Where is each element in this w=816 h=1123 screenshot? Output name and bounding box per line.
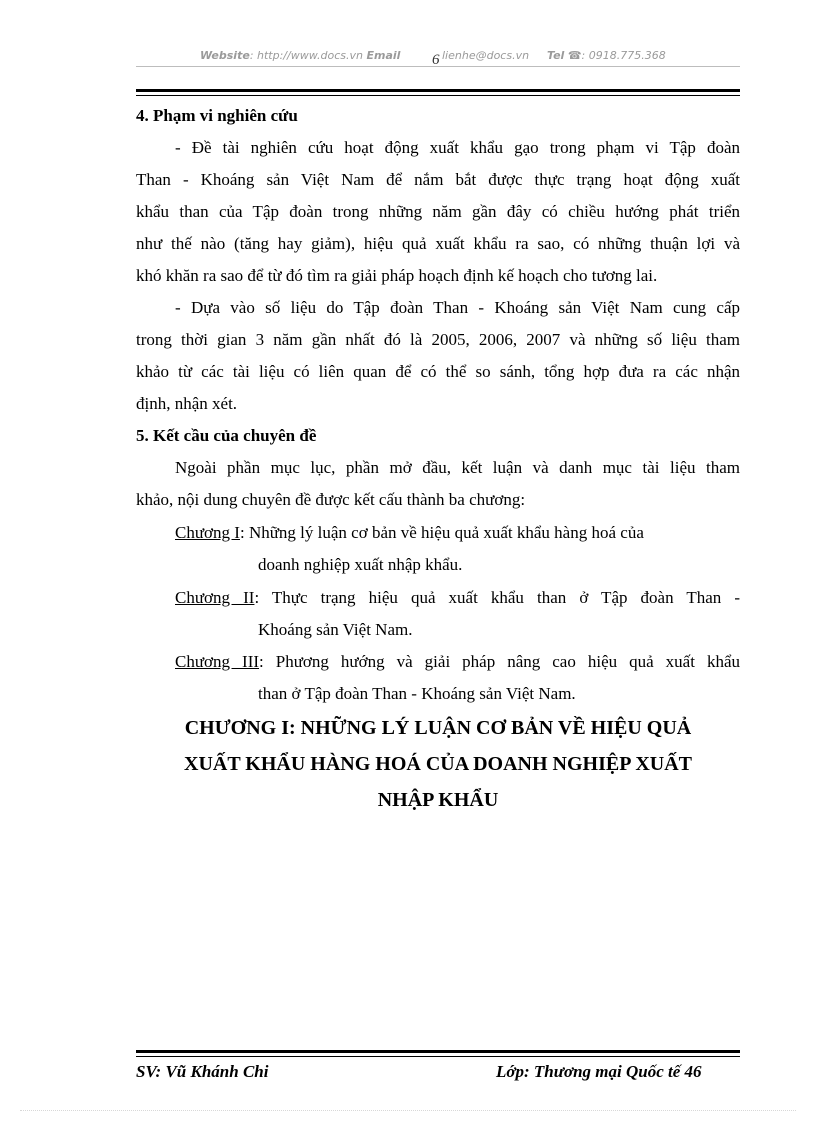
header-thin-rule-2	[136, 95, 740, 96]
footer-thick-rule	[136, 1050, 740, 1053]
header-tel	[547, 49, 666, 62]
footer-student: SV: Vũ Khánh Chi	[136, 1062, 269, 1081]
chapter-desc-cont: doanh nghiệp xuất nhập khẩu.	[258, 555, 463, 574]
section-5-heading: 5. Kết cầu của chuyên đề	[136, 426, 317, 445]
chapter-desc: : Phương hướng và giải pháp nâng cao hiệu quả xuất khẩu	[259, 652, 740, 671]
chapter-title-line: CHƯƠNG I: NHỮNG LÝ LUẬN CƠ BẢN VỀ HIỆU QUẢ	[184, 717, 692, 739]
paragraph-line: - Đề tài nghiên cứu hoạt động xuất khẩu gạo trong phạm vi Tập đoàn	[175, 138, 740, 157]
chapter-desc: : Những lý luận cơ bản về hiệu quả xuất khẩu hàng hoá của	[239, 523, 644, 542]
chapter-label: Chương III	[175, 652, 260, 671]
chapter-list-item	[175, 652, 740, 672]
tel-value: : 0918.775.368	[581, 49, 666, 62]
paragraph-line: Than - Khoáng sản Việt Nam để nắm bắt được thực trạng hoạt động xuất	[136, 170, 740, 189]
email-value: lienhe@docs.vn	[442, 49, 530, 62]
paragraph-line: - Dựa vào số liệu do Tập đoàn Than - Khoáng sản Việt Nam cung cấp	[175, 298, 740, 317]
paragraph-line: định, nhận xét.	[136, 394, 238, 413]
header-website	[200, 49, 400, 62]
chapter-list-item	[175, 588, 740, 608]
tel-label: Tel	[547, 49, 565, 62]
footer-class: Lớp: Thương mại Quốc tế 46	[496, 1062, 702, 1081]
chapter-title-line: NHẬP KHẨU	[377, 789, 499, 811]
chapter-desc-cont: Khoáng sản Việt Nam.	[258, 620, 413, 639]
paragraph-line: Ngoài phần mục lục, phần mở đầu, kết luận và danh mục tài liệu tham	[175, 458, 740, 477]
paragraph-line: khảo, nội dung chuyên đề được kết cấu thành ba chương:	[136, 490, 526, 509]
footer-thin-rule	[136, 1056, 740, 1057]
paragraph-line: như thế nào (tăng hay giảm), hiệu quả xuất khẩu ra sao, có những thuận lợi và	[136, 234, 740, 253]
header-thick-rule	[136, 89, 740, 92]
header-thin-rule	[136, 66, 740, 67]
page-number: 6	[432, 52, 440, 68]
website-value: : http://www.docs.vn	[249, 49, 363, 62]
page-header	[136, 46, 740, 66]
paragraph-line: khảo từ các tài liệu có liên quan để có thể so sánh, tổng hợp đưa ra các nhận	[136, 362, 740, 381]
chapter-desc-cont: than ở Tập đoàn Than - Khoáng sản Việt Nam.	[258, 684, 576, 703]
paragraph-line: khẩu than của Tập đoàn trong những năm gần đây có chiều hướng phát triển	[136, 202, 740, 221]
chapter-desc: : Thực trạng hiệu quả xuất khẩu than ở Tập đoàn Than -	[254, 588, 741, 607]
chapter-label: Chương II	[175, 588, 255, 607]
chapter-title-line: XUẤT KHẨU HÀNG HOÁ CỦA DOANH NGHIỆP XUẤT	[184, 753, 692, 775]
paragraph-line: khó khăn ra sao để từ đó tìm ra giải pháp hoạch định kế hoạch cho tương lai.	[136, 266, 658, 285]
chapter-label: Chương I	[175, 523, 240, 542]
website-label: Website	[200, 49, 250, 62]
email-label: Email	[366, 49, 401, 62]
bottom-dotted-line	[20, 1110, 796, 1111]
paragraph-line: trong thời gian 3 năm gần nhất đó là 2005, 2006, 2007 và những số liệu tham	[136, 330, 740, 349]
phone-icon: ☎	[567, 49, 582, 62]
section-4-heading: 4. Phạm vi nghiên cứu	[136, 106, 298, 125]
chapter-list-item	[175, 523, 740, 543]
